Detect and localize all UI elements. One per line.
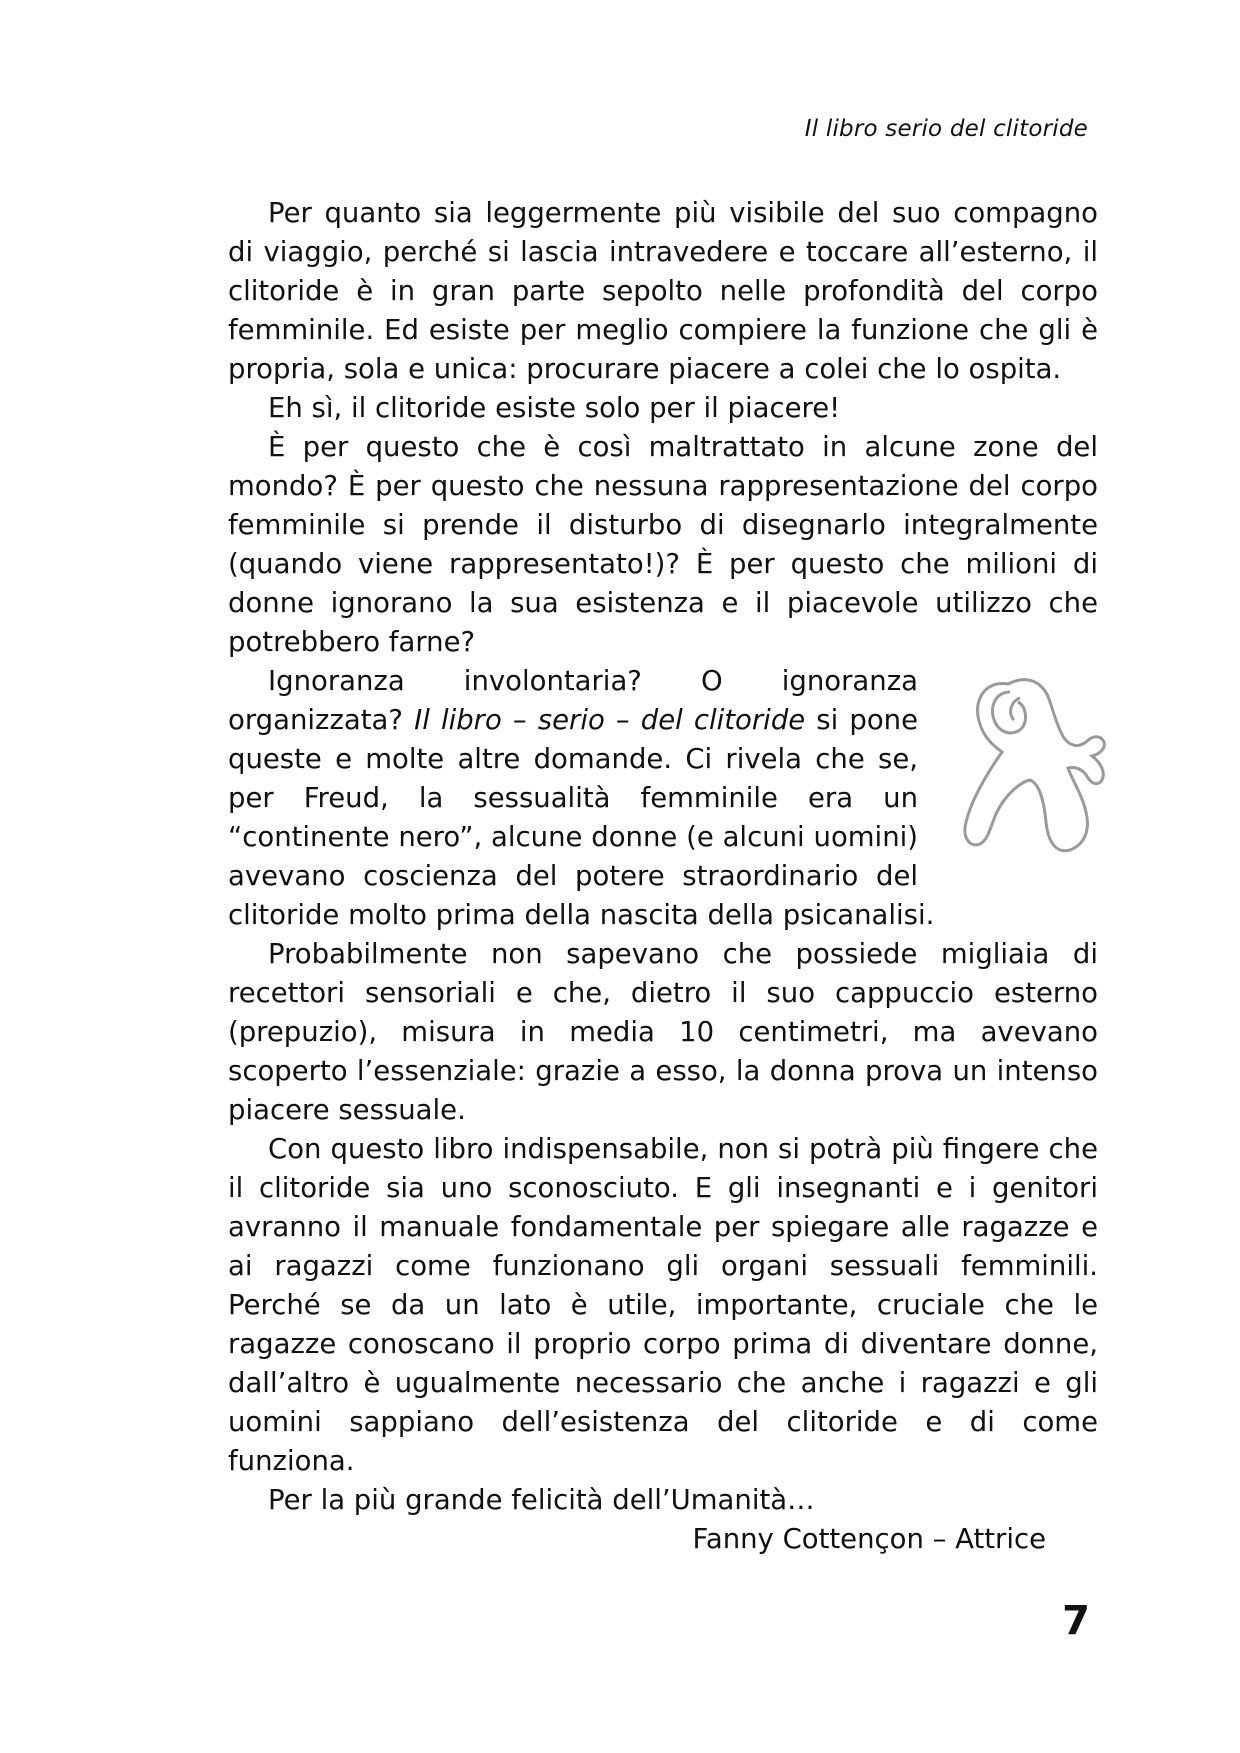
book-title: Il libro – serio – del clitoride [414, 704, 806, 736]
signature: Fanny Cottençon – Attrice [692, 1523, 1046, 1555]
paragraph-2: Eh sì, il clitoride esiste solo per il piacere! [268, 392, 841, 424]
running-head: Il libro serio del clitoride [804, 116, 1088, 142]
body-text [228, 194, 1098, 1559]
clitoris-illustration [936, 662, 1116, 872]
paragraph-3: È per questo che è così maltrattato in alcune zone del mondo? È per questo che nessuna rappresentazione del corpo femminile si prende il disturbo di disegnarlo integralmente (quando viene rappresentato!)? È per questo che milioni di donne ignorano la sua esistenza e il piacevole utilizzo che potrebbero farne? [228, 431, 1098, 658]
paragraph-4-rest: si pone queste e molte altre domande. Ci rivela che se, per Freud, la sessualità femminile era un “continente nero”, alcune donne (e alcuni uomini) avevano coscienza del potere straordinario del clitoride molto prima della nascita della psicanalisi. [228, 704, 935, 931]
paragraph-5: Probabilmente non sapevano che possiede migliaia di recettori sensoriali e che, dietro il suo cappuccio esterno (prepuzio), misura in media 10 centimetri, ma avevano scoperto l’essenziale: grazie a esso, la donna prova un intenso piacere sessuale. [228, 938, 1098, 1126]
paragraph-6: Con questo libro indispensabile, non si potrà più fingere che il clitoride sia uno sconosciuto. E gli insegnanti e i genitori avranno il manuale fondamentale per spiegare alle ragazze e ai ragazzi come funzionano gli organi sessuali femminili. Perché se da un lato è utile, importante, cruciale che le ragazze conoscano il proprio corpo prima di diventare donne, dall’altro è ugualmente necessario che anche i ragazzi e gli uomini sappiano dell’esistenza del clitoride e di come funziona. [228, 1133, 1098, 1477]
page-number: 7 [1062, 1598, 1090, 1644]
clitoris-outline-icon [936, 662, 1116, 872]
paragraph-1: Per quanto sia leggermente più visibile del suo compagno di viaggio, perché si lascia intravedere e toccare all’esterno, il clitoride è in gran parte sepolto nelle profondità del corpo femminile. Ed esiste per meglio compiere la funzione che gli è propria, sola e unica: procurare piacere a colei che lo ospita. [228, 197, 1098, 385]
paragraph-4-lead: Ignoranza involontaria? O ignoranza organizzata? [228, 665, 918, 736]
paragraph-7: Per la più grande felicità dell’Umanità… [268, 1484, 815, 1516]
